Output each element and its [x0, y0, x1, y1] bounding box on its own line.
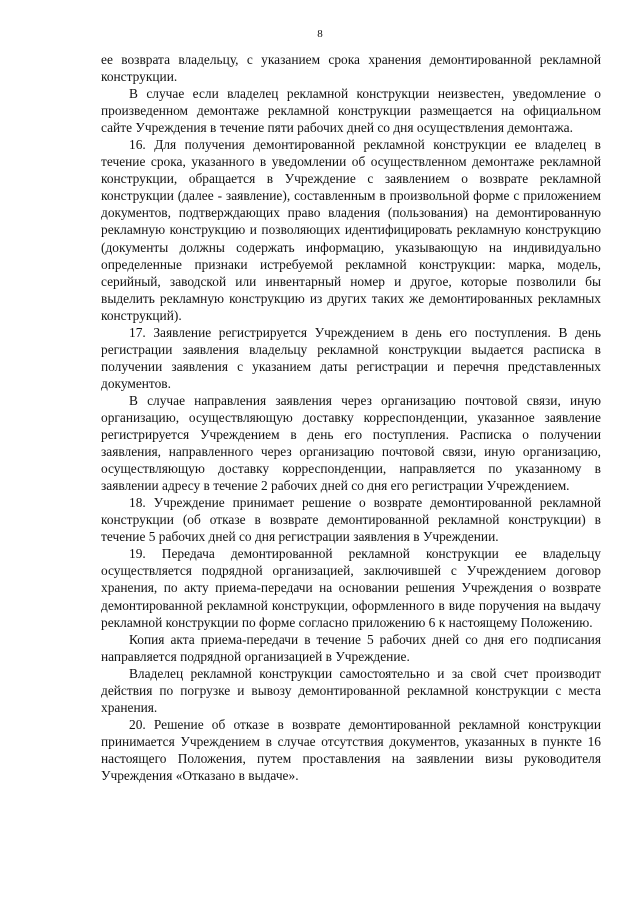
paragraph-clause-16: 16. Для получения демонтированной рекламной конструкции ее владелец в течение срока, указанного в уведомлении об осуществленном демонтаже рекламной конструкции, обращается в Учреждение с заявлением о возврате рекламной конструкции (далее - заявление), составленным в произвольной форме с приложением документов, подтверждающих право владения (пользования) на демонтированную рекламную конструкцию и позволяющих идентифицировать рекламную конструкцию (документы должны содержать информацию, указывающую на индивидуально определенные признаки истребуемой рекламной конструкции: марка, модель, серийный, заводской или инвентарный номер и другое, которые позволили бы выделить рекламную конструкцию из других таких же демонтированных рекламных конструкций).: [101, 137, 601, 323]
paragraph-clause-18: 18. Учреждение принимает решение о возврате демонтированной рекламной конструкции (об отказе в возврате демонтированной рекламной конструкции) в течение 5 рабочих дней со дня регистрации заявления в Учреждении.: [101, 495, 601, 545]
paragraph-clause-19: 19. Передача демонтированной рекламной конструкции ее владельцу осуществляется подрядной организацией, заключившей с Учреждением договор хранения, по акту приема-передачи на основании решения Учреждения о возврате демонтированной рекламной конструкции, оформленного в виде поручения на выдачу рекламной конструкции по форме согласно приложению 6 к настоящему Положению.: [101, 546, 601, 630]
paragraph-clause-20: 20. Решение об отказе в возврате демонтированной рекламной конструкции принимается Учреждением в случае отсутствия документов, указанных в пункте 16 настоящего Положения, путем проставления на заявлении визы руководителя Учреждения «Отказано в выдаче».: [101, 716, 601, 783]
paragraph-continuation: ее возврата владельцу, с указанием срока хранения демонтированной рекламной конструкции.: [101, 52, 601, 85]
page-number: 8: [317, 28, 323, 40]
paragraph-postal-application: В случае направления заявления через организацию почтовой связи, иную организацию, осуществляющую доставку корреспонденции, указанное заявление регистрируется Учреждением в день его поступления. Расписка о получении заявления, направленного через организацию почтовой связи, иную организацию, осуществляющую доставку корреспонденции, направляется по указанному в заявлении адресу в течение 2 рабочих дней со дня его регистрации Учреждением.: [101, 392, 601, 494]
paragraph-act-copy: Копия акта приема-передачи в течение 5 рабочих дней со дня его подписания направляется подрядной организацией в Учреждение.: [101, 631, 601, 664]
paragraph-owner-unknown: В случае если владелец рекламной конструкции неизвестен, уведомление о произведенном демонтаже рекламной конструкции размещается на официальном сайте Учреждения в течение пяти рабочих дней со дня осуществления демонтажа.: [101, 86, 601, 136]
paragraph-owner-removal: Владелец рекламной конструкции самостоятельно и за свой счет производит действия по погрузке и вывозу демонтированной рекламной конструкции с места хранения.: [101, 665, 601, 715]
document-body: [101, 51, 601, 784]
paragraph-clause-17: 17. Заявление регистрируется Учреждением в день его поступления. В день регистрации заявления владельцу рекламной конструкции выдается расписка в получении заявления с указанием даты регистрации и перечня представленных документов.: [101, 324, 601, 391]
